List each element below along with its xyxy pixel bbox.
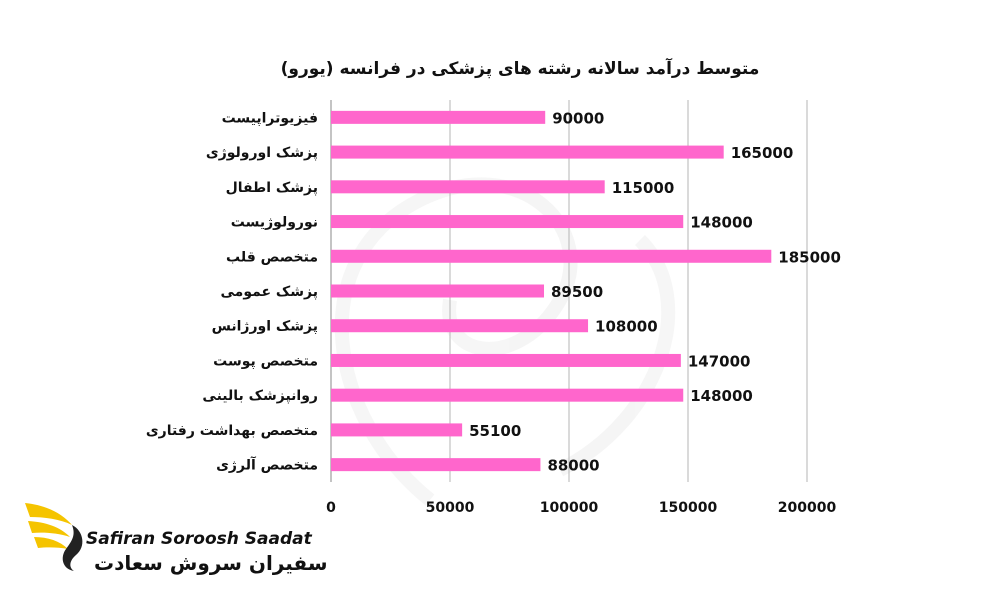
category-labels [146, 110, 318, 473]
category-label: متخصص قلب [226, 249, 318, 266]
bar [331, 180, 605, 193]
brand-logo [20, 495, 328, 585]
value-label: 148000 [690, 213, 753, 232]
value-label: 88000 [547, 456, 600, 475]
category-label: پزشک اورژانس [211, 318, 318, 335]
brand-name-fa: سفیران سروش سعادت [94, 551, 328, 575]
brand-name-en: Safiran Soroosh Saadat [86, 529, 312, 549]
category-label: روانپزشک بالینی [202, 388, 318, 405]
category-label: پزشک عمومی [220, 284, 318, 300]
value-label: 89500 [551, 283, 604, 301]
category-label: متخصص پوست [213, 353, 318, 370]
bar [331, 215, 683, 228]
value-label: 147000 [687, 352, 751, 371]
value-label: 148000 [690, 387, 753, 406]
category-label: فیزیوتراپیست [221, 110, 318, 127]
value-label: 108000 [595, 317, 658, 336]
x-tick-label: 200000 [777, 500, 837, 516]
value-label: 185000 [778, 248, 841, 267]
bar [331, 285, 544, 298]
category-label: نورولوژیست [230, 214, 318, 231]
category-label: پزشک اطفال [225, 179, 318, 196]
bar [331, 319, 588, 332]
category-label: متخصص آلرژی [216, 457, 318, 474]
bar [331, 111, 545, 124]
x-tick-label: 150000 [658, 500, 718, 516]
bar [331, 458, 540, 471]
watermark [342, 184, 668, 500]
category-label: متخصص بهداشت رفتاری [145, 422, 318, 439]
x-tick-label: 0 [326, 500, 336, 516]
x-tick-labels [326, 500, 836, 516]
bar [331, 423, 462, 436]
value-label: 115000 [611, 178, 675, 197]
x-tick-label: 50000 [425, 500, 475, 516]
bar [331, 250, 771, 263]
golden-wing-icon [20, 495, 90, 575]
value-label: 90000 [552, 109, 605, 128]
bar [331, 389, 683, 402]
bar [331, 146, 724, 159]
value-label: 165000 [730, 144, 794, 163]
category-label: پزشک اورولوژی [205, 145, 318, 162]
value-label: 55100 [469, 421, 522, 440]
chart-title: متوسط درآمد سالانه رشته های پزشکی در فرانسه (یورو) [280, 59, 760, 79]
bar [331, 354, 681, 367]
x-tick-label: 100000 [539, 500, 599, 516]
